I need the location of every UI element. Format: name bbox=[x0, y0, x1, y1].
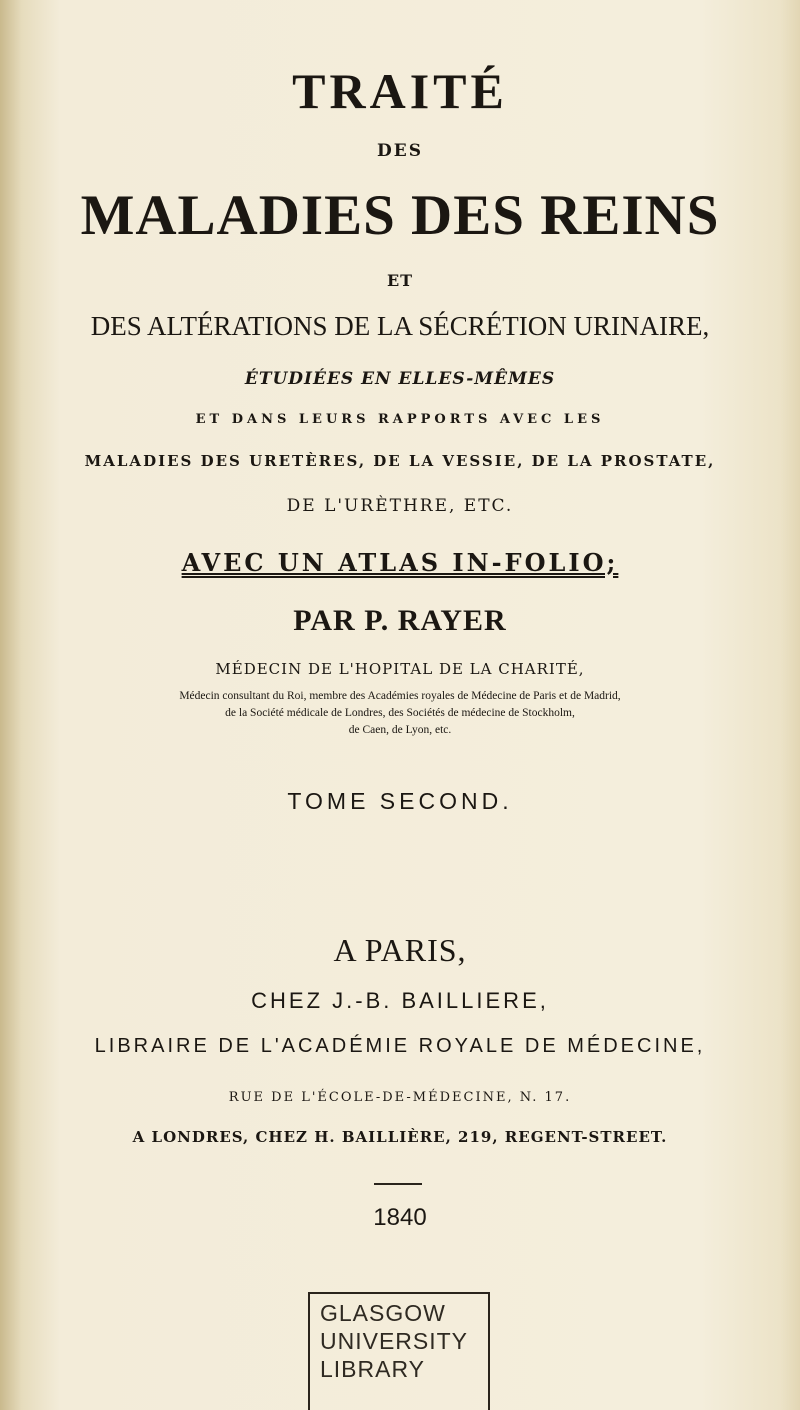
credentials-line: de la Société médicale de Londres, des Sociétés de médecine de Stockholm, bbox=[225, 707, 575, 719]
studied-line: ÉTUDIÉES EN ELLES-MÊMES bbox=[244, 369, 556, 389]
relations-line: ET DANS LEURS RAPPORTS AVEC LES bbox=[195, 412, 605, 427]
author-credentials bbox=[0, 688, 800, 739]
author: PAR P. RAYER bbox=[293, 604, 507, 637]
title-connector-et: ET bbox=[386, 271, 414, 290]
subtitle: DES ALTÉRATIONS DE LA SÉCRÉTION URINAIRE, bbox=[90, 311, 710, 341]
credentials-line: de Caen, de Lyon, etc. bbox=[348, 724, 452, 736]
title-connector-des: DES bbox=[377, 141, 423, 161]
author-position: MÉDECIN DE L'HOPITAL DE LA CHARITÉ, bbox=[215, 660, 585, 678]
main-title: MALADIES DES REINS bbox=[80, 184, 720, 247]
book-title: TRAITÉ bbox=[292, 63, 508, 119]
stamp-line: GLASGOW bbox=[320, 1300, 446, 1326]
imprint-city: A PARIS, bbox=[333, 932, 467, 968]
publisher: CHEZ J.-B. BAILLIERE, bbox=[251, 988, 549, 1013]
urethra-line: DE L'URÈTHRE, ETC. bbox=[286, 496, 514, 516]
publisher-role: LIBRAIRE DE L'ACADÉMIE ROYALE DE MÉDECINE, bbox=[94, 1035, 706, 1057]
stamp-line: LIBRARY bbox=[320, 1356, 426, 1382]
volume-label: TOME SECOND. bbox=[287, 788, 513, 814]
divider-rule bbox=[374, 1183, 422, 1185]
stamp-line: UNIVERSITY bbox=[320, 1328, 469, 1354]
london-imprint: A LONDRES, CHEZ H. BAILLIÈRE, 219, REGENT-STREET. bbox=[132, 1128, 668, 1146]
publisher-address: RUE DE L'ÉCOLE-DE-MÉDECINE, N. 17. bbox=[228, 1090, 572, 1105]
atlas-line: AVEC UN ATLAS IN-FOLIO; bbox=[181, 548, 619, 577]
credentials-line: Médecin consultant du Roi, membre des Académies royales de Médecine de Paris et de Madrid, bbox=[179, 690, 621, 702]
library-stamp bbox=[308, 1292, 490, 1410]
diseases-line: MALADIES DES URETÈRES, DE LA VESSIE, DE LA PROSTATE, bbox=[84, 452, 716, 470]
publication-year: 1840 bbox=[373, 1204, 427, 1231]
